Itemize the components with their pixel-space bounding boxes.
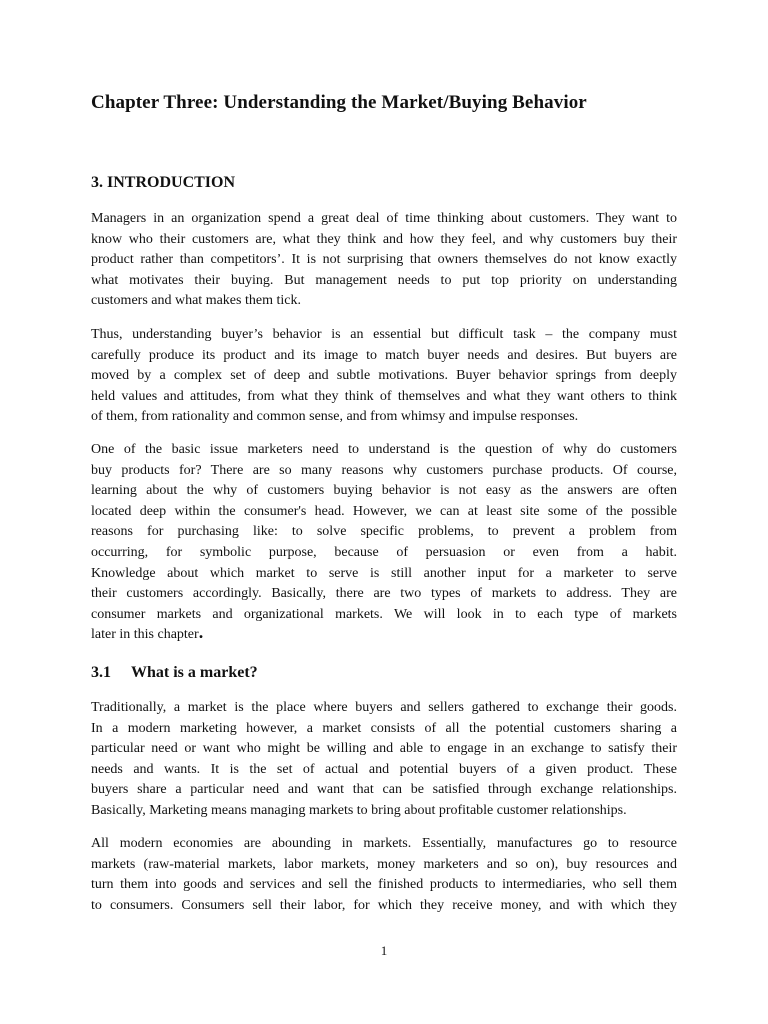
text-line: located deep within the consumer's head. However, we can at least site some of the possible	[91, 503, 677, 519]
text-line: One of the basic issue marketers need to understand is the question of why do customers	[91, 442, 677, 457]
text-line: moved by a complex set of deep and subtle motivations. Buyer behavior springs from deeply	[91, 368, 677, 384]
text-line: turn them into goods and services and sell the finished products to intermediaries, who sell them	[91, 877, 677, 893]
paragraph	[91, 325, 677, 428]
text-line: know who their customers are, what they think and how they feel, and why customers buy their	[91, 231, 677, 247]
text-line: product rather than competitors’. It is not surprising that owners themselves do not know exactly	[91, 252, 677, 268]
text-line: Traditionally, a market is the place where buyers and sellers gathered to exchange their goods.	[91, 700, 677, 715]
text-line: carefully produce its product and its image to match buyer needs and desires. But buyers are	[91, 347, 677, 363]
text-line: In a modern marketing however, a market consists of all the potential customers sharing a	[91, 720, 677, 736]
text-line: customers and what makes them tick.	[91, 293, 301, 309]
text-line: Managers in an organization spend a great deal of time thinking about customers. They want to	[91, 211, 677, 226]
section-heading-what-is-a-market	[91, 664, 258, 682]
text-line: Knowledge about which market to serve is still another input for a marketer to serve	[91, 565, 677, 581]
text-line: what motivates their buying. But management needs to put top priority on understanding	[91, 272, 677, 288]
text-line: occurring, for symbolic purpose, because of persuasion or even from a habit.	[91, 544, 677, 560]
text-line: Basically, Marketing means managing markets to bring about profitable customer relationships.	[91, 802, 627, 818]
text-line: held values and attitudes, from what they think of themselves and what they want others to think	[91, 388, 677, 404]
text-line: buyers share a particular need and want that can be satisfied through exchange relationships.	[91, 782, 677, 798]
paragraph	[91, 209, 677, 312]
page-number: 1	[380, 943, 388, 958]
text-line: to consumers. Consumers sell their labor, for which they receive money, and with which they	[91, 897, 677, 913]
chapter-title: Chapter Three: Understanding the Market/Buying Behavior	[91, 92, 587, 113]
text-line: needs and wants. It is the set of actual and potential buyers of a given product. These	[91, 761, 677, 777]
text-line: markets (raw-material markets, labor markets, money marketers and so on), buy resources and	[91, 856, 677, 872]
text-line	[91, 625, 677, 646]
section-title: What is a market?	[131, 664, 258, 681]
text-line: of them, from rationality and common sense, and from whimsy and impulse responses.	[91, 409, 579, 425]
section-number: 3.1	[91, 664, 111, 681]
text-line: reasons for purchasing like: to solve specific problems, to prevent a problem from	[91, 524, 677, 540]
text-line: learning about the why of customers buying behavior is not easy as the answers are often	[91, 483, 677, 499]
text-line: consumer markets and organizational markets. We will look in to each type of markets	[91, 606, 677, 622]
text-line: their customers accordingly. Basically, there are two types of markets to address. They are	[91, 586, 677, 602]
paragraph	[91, 698, 677, 822]
text-line: All modern economies are abounding in markets. Essentially, manufactures go to resource	[91, 836, 677, 851]
text-line: Thus, understanding buyer’s behavior is an essential but difficult task – the company must	[91, 327, 677, 342]
closing-period: .	[198, 625, 204, 643]
paragraph	[91, 440, 677, 646]
introduction-heading: 3. INTRODUCTION	[91, 174, 236, 191]
text-line: particular need or want who might be willing and able to engage in an exchange to satisfy their	[91, 741, 677, 757]
text-line: buy products for? There are so many reasons why customers purchase products. Of course,	[91, 462, 677, 478]
paragraph	[91, 834, 677, 916]
text-line-content: later in this chapter	[91, 627, 199, 643]
